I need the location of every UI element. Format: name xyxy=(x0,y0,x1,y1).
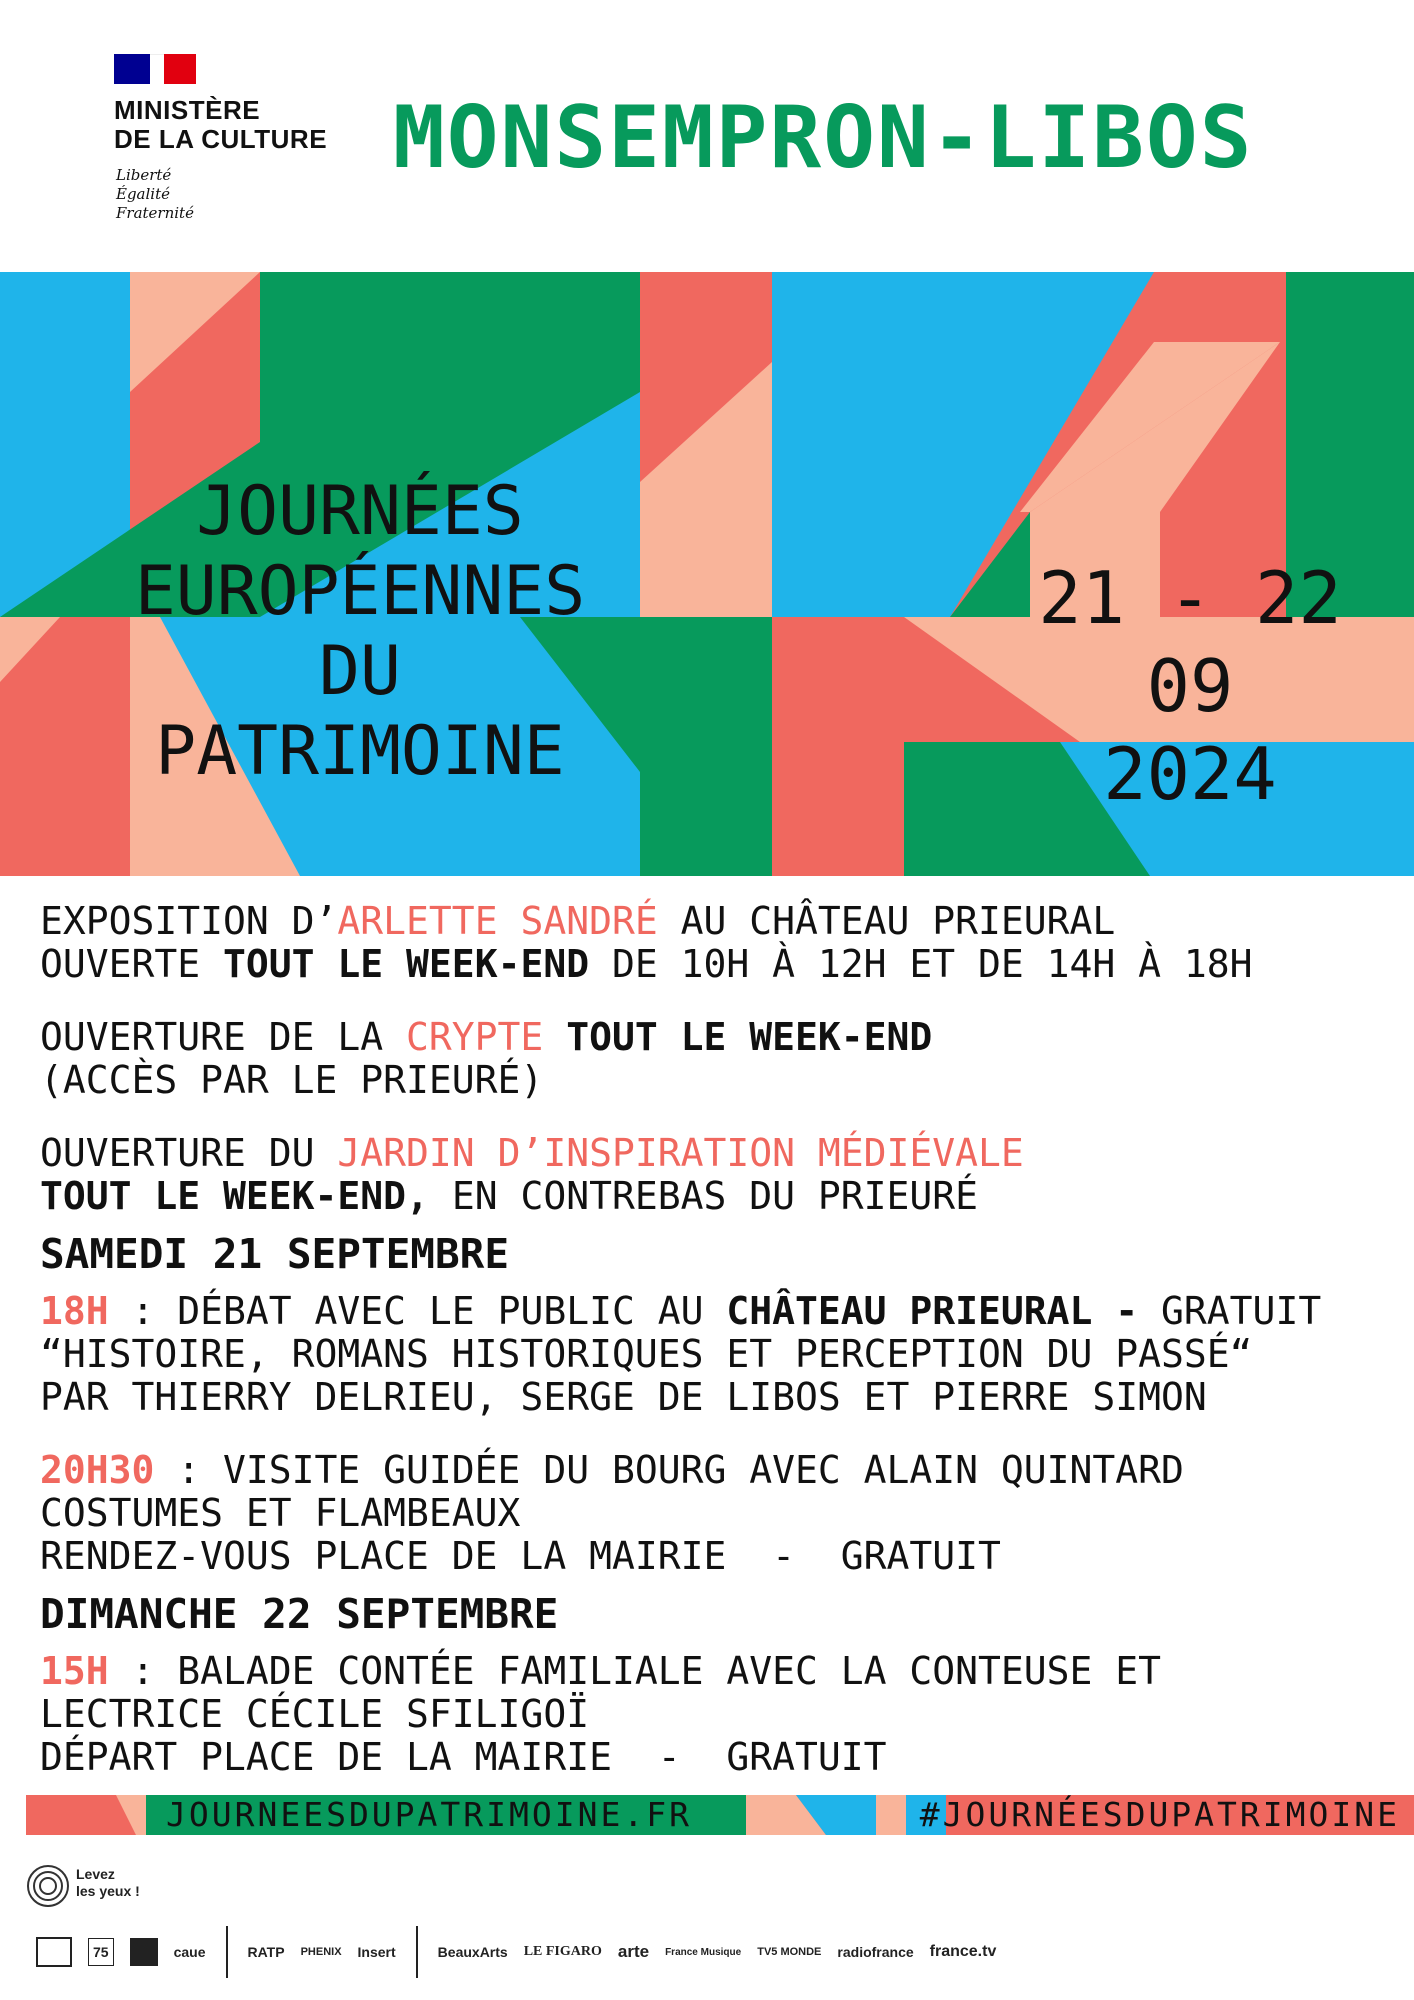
sunday-event1-line1 xyxy=(40,1650,1400,1693)
partner-75-logo: 75 xyxy=(88,1938,114,1966)
event-year: 2024 xyxy=(1103,732,1277,816)
partner-radiofrance-logo: radiofrance xyxy=(837,1944,914,1960)
footer-strip xyxy=(26,1795,1414,1835)
event-title xyxy=(60,472,660,792)
partner-phenix-logo: PHENIX xyxy=(300,1946,342,1958)
levez-les-yeux-logo xyxy=(26,1862,186,1910)
crypte-line2: (ACCÈS PAR LE PRIEURÉ) xyxy=(40,1058,544,1102)
partner-separator-2 xyxy=(416,1926,418,1978)
expo-prefix: EXPOSITION D’ xyxy=(40,899,338,943)
ministry-name-line1: MINISTÈRE xyxy=(114,95,261,125)
saturday-event1-line1 xyxy=(40,1290,1400,1333)
motto-egalite: Égalité xyxy=(116,185,170,203)
saturday-event1-place: CHÂTEAU PRIEURAL - xyxy=(726,1289,1139,1333)
partner-tv5monde-logo: TV5 MONDE xyxy=(757,1946,822,1958)
partner-figaro-logo: LE FIGARO xyxy=(523,1944,602,1959)
partner-caue-logo: caue xyxy=(173,1944,206,1960)
town-title: MONSEMPRON-LIBOS xyxy=(393,88,1254,188)
hashtag: #JOURNÉESDUPATRIMOINE xyxy=(919,1795,1400,1834)
jardin-place: JARDIN D’INSPIRATION MÉDIÉVALE xyxy=(337,1131,1024,1175)
expo-suffix: AU CHÂTEAU PRIEURAL xyxy=(657,899,1116,943)
saturday-event1-line3: PAR THIERRY DELRIEU, SERGE DE LIBOS ET PIERRE SIMON xyxy=(40,1375,1207,1419)
jardin-line1 xyxy=(40,1132,1400,1175)
expo-weekend: TOUT LE WEEK-END xyxy=(223,942,590,986)
ministry-name xyxy=(114,96,327,154)
saturday-event2-line2: COSTUMES ET FLAMBEAUX xyxy=(40,1491,521,1535)
expo-artist: ARLETTE SANDRÉ xyxy=(337,899,658,943)
sunday-event1-line2: LECTRICE CÉCILE SFILIGOÏ xyxy=(40,1692,590,1736)
event-days: 21 - 22 xyxy=(1038,556,1342,640)
french-flag-icon xyxy=(114,54,196,84)
jardin-prefix: OUVERTURE DU xyxy=(40,1131,338,1175)
partner-logos xyxy=(36,1922,1396,1982)
partner-france-musique-logo: France Musique xyxy=(665,1946,742,1958)
eye-circles-icon xyxy=(26,1864,70,1908)
jardin-line2 xyxy=(40,1175,1400,1218)
jardin-weekend: TOUT LE WEEK-END, xyxy=(40,1174,429,1218)
event-title-line2: EUROPÉENNES xyxy=(134,552,586,631)
sunday-event1-line3: DÉPART PLACE DE LA MAIRIE - GRATUIT xyxy=(40,1735,887,1779)
partner-francetv-logo: france.tv xyxy=(929,1943,997,1960)
event-title-line3: DU xyxy=(319,632,401,711)
motto-fraternite: Fraternité xyxy=(116,204,194,222)
saturday-event1-time: 18H xyxy=(40,1289,109,1333)
partner-arte-logo: arte xyxy=(617,1942,650,1961)
expo-hours-prefix: OUVERTE xyxy=(40,942,224,986)
republic-motto xyxy=(116,166,194,223)
saturday-event1-text: : DÉBAT AVEC LE PUBLIC AU xyxy=(108,1289,727,1333)
motto-liberte: Liberté xyxy=(116,166,172,184)
crypte-line1 xyxy=(40,1016,1400,1059)
saturday-event1-price: GRATUIT xyxy=(1138,1289,1322,1333)
sunday-event1-time: 15H xyxy=(40,1649,109,1693)
jardin-location: EN CONTREBAS DU PRIEURÉ xyxy=(428,1174,979,1218)
expo-line1 xyxy=(40,900,1400,943)
expo-hours: DE 10H À 12H ET DE 14H À 18H xyxy=(589,942,1253,986)
event-dates xyxy=(1030,554,1350,818)
crypte-prefix: OUVERTURE DE LA xyxy=(40,1015,407,1059)
crypte-place: CRYPTE xyxy=(406,1015,544,1059)
expo-line2 xyxy=(40,943,1400,986)
sunday-heading: DIMANCHE 22 SEPTEMBRE xyxy=(40,1590,559,1638)
program xyxy=(40,900,1400,1779)
event-title-line1: JOURNÉES xyxy=(196,472,524,551)
event-title-line4: PATRIMOINE xyxy=(155,712,565,791)
saturday-event2-time: 20H30 xyxy=(40,1448,155,1492)
event-month: 09 xyxy=(1146,644,1234,728)
ministry-name-line2: DE LA CULTURE xyxy=(114,124,328,154)
partner-square-logo xyxy=(130,1932,158,1972)
levez-text xyxy=(76,1866,140,1900)
levez-line1: Levez xyxy=(76,1866,115,1882)
partner-separator xyxy=(226,1926,228,1978)
saturday-heading: SAMEDI 21 SEPTEMBRE xyxy=(40,1230,509,1278)
partner-insert-logo: Insert xyxy=(357,1944,396,1960)
saturday-event1-line2: “HISTOIRE, ROMANS HISTORIQUES ET PERCEPTION DU PASSÉ“ xyxy=(40,1332,1253,1376)
ministry-logo xyxy=(114,54,364,234)
levez-line2: les yeux ! xyxy=(76,1883,140,1899)
sunday-event1-text: : BALADE CONTÉE FAMILIALE AVEC LA CONTEUSE ET xyxy=(108,1649,1162,1693)
website-link[interactable]: JOURNEESDUPATRIMOINE.FR xyxy=(166,1795,692,1834)
saturday-event2-line1 xyxy=(40,1449,1400,1492)
partner-photo-logo xyxy=(36,1932,72,1972)
event-banner xyxy=(0,272,1414,876)
partner-ratp-logo: RATP xyxy=(247,1944,285,1960)
crypte-weekend: TOUT LE WEEK-END xyxy=(543,1015,933,1059)
saturday-event2-text: : VISITE GUIDÉE DU BOURG AVEC ALAIN QUINTARD xyxy=(154,1448,1184,1492)
saturday-event2-line3: RENDEZ-VOUS PLACE DE LA MAIRIE - GRATUIT xyxy=(40,1534,1001,1578)
partner-beauxarts-logo: BeauxArts xyxy=(437,1944,508,1960)
